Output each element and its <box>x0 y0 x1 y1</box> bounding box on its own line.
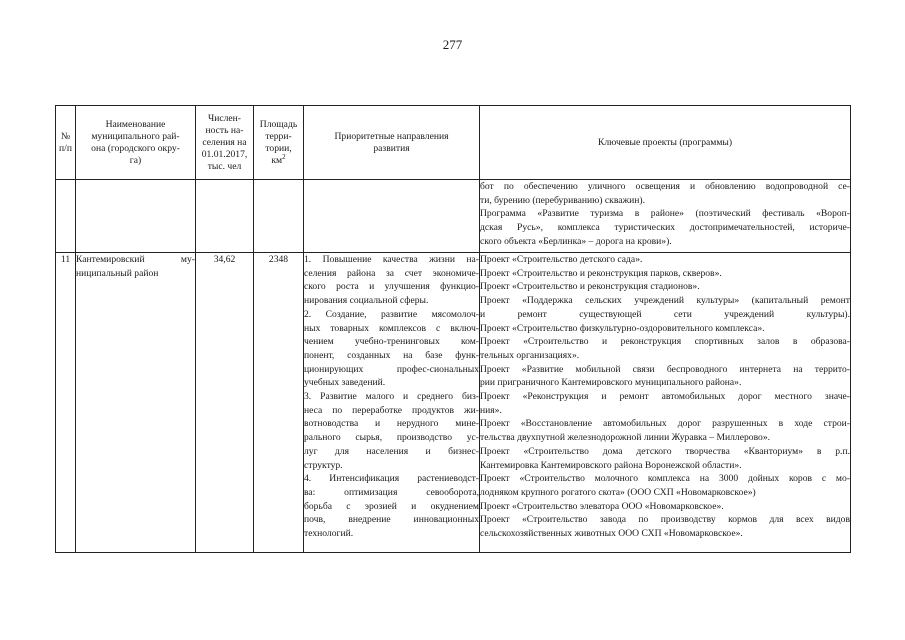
priorities-line: структур. <box>304 459 343 471</box>
header-population-line: селения на <box>202 136 247 148</box>
projects-line: ти, бурению (перебуриванию) скважин). <box>480 194 645 206</box>
header-population-line: тыс. чел <box>207 160 242 172</box>
header-priorities-line: развития <box>373 142 410 154</box>
projects-line: Проект «Строительство элеватора ООО «Новомарковское». <box>480 500 724 512</box>
priorities-line: неса по переработке продуктов жи- <box>304 404 479 416</box>
priorities-line: селения района за счет экономиче- <box>304 267 479 279</box>
header-area-line: Площадь <box>259 118 298 130</box>
municipality-name-line: Кантемировский му- <box>76 254 195 265</box>
table-row-continued <box>56 180 851 253</box>
projects-line: Программа «Развитие туризма в районе» (поэтический фестиваль «Вороп- <box>480 208 850 220</box>
header-name <box>76 106 196 180</box>
projects-line: Проект «Восстановление автомобильных дорог разрушенных в ходе строи- <box>480 418 850 430</box>
cell-empty <box>196 180 254 253</box>
projects-line: Проект «Строительство и реконструкция парков, скверов». <box>480 267 722 279</box>
header-population <box>196 106 254 180</box>
header-priorities-line: Приоритетные направления <box>334 130 449 142</box>
header-population-line: 01.01.2017, <box>201 148 248 160</box>
projects-line: тельства двухпутной железнодорожной линии Журавка – Миллерово». <box>480 432 771 444</box>
header-projects: Ключевые проекты (программы) <box>480 106 851 180</box>
projects-line: Проект «Строительство физкультурно-оздоровительного комплекса». <box>480 322 765 334</box>
priorities-line: ва: оптимизация севооборота, <box>304 486 479 498</box>
municipality-name-line: ниципальный район <box>76 267 159 279</box>
header-population-line: Числен- <box>207 112 241 124</box>
header-name-line: она (городского окру- <box>91 142 180 154</box>
header-area <box>254 106 304 180</box>
header-population-line: ность на- <box>205 124 244 136</box>
cell-projects <box>480 253 851 553</box>
header-area-line: тории, <box>265 142 292 154</box>
projects-line: лодняком крупного рогатого скота» (ООО СХП «Новомарковское») <box>480 486 756 498</box>
priorities-line: чением учебно-тренинговых ком- <box>304 336 479 348</box>
cell-empty <box>304 180 480 253</box>
projects-line: ния». <box>480 404 502 416</box>
projects-line: Проект «Строительство завода по производству кормов для всех видов <box>480 514 850 526</box>
projects-line: Проект «Строительство детского сада». <box>480 254 643 265</box>
priorities-line: 4. Интенсификация растениеводст- <box>304 473 479 485</box>
projects-line: бот по обеспечению уличного освещения и обновлению водопроводной се- <box>480 181 850 192</box>
header-area-line: терри- <box>265 130 292 142</box>
priorities-line: луг для населения и бизнес- <box>304 445 479 457</box>
projects-line: ского объекта «Берлинка» – дорога на крови»). <box>480 235 672 247</box>
header-num: № п/п <box>56 106 76 180</box>
table-header-row <box>56 106 851 180</box>
priorities-line: ского роста и улучшения функцио- <box>304 281 479 293</box>
projects-line: Проект «Строительство молочного комплекса на 3000 дойных коров с мо- <box>480 473 850 485</box>
cell-empty <box>254 180 304 253</box>
projects-line: Проект «Развитие мобильной связи беспроводного интернета на террито- <box>480 363 850 375</box>
projects-line: Проект «Реконструкция и ремонт автомобильных дорог местного значе- <box>480 391 850 403</box>
priorities-line: ных товарных комплексов с включ- <box>304 322 479 334</box>
cell-empty <box>56 180 76 253</box>
projects-line: тельных организациях». <box>480 349 580 361</box>
cell-population: 34,62 <box>196 253 254 553</box>
priorities-line: борьба с эрозией и окуднением <box>304 500 479 512</box>
priorities-line: ционирующих профес-сиональных <box>304 363 479 375</box>
header-name-line: Наименование <box>105 118 166 130</box>
cell-municipality-name <box>76 253 196 553</box>
cell-area: 2348 <box>254 253 304 553</box>
regional-projects-table <box>55 105 851 553</box>
header-name-line: га) <box>129 154 142 166</box>
table-row-11 <box>56 253 851 553</box>
projects-line: дская Русь», комплекса туристических достопримечательностей, историче- <box>480 222 850 234</box>
priorities-line: 3. Развитие малого и среднего биз- <box>304 391 479 403</box>
header-area-line: $км^2$ <box>271 152 286 166</box>
cell-empty <box>76 180 196 253</box>
projects-line: рии приграничного Кантемировского муниципального района». <box>480 377 742 389</box>
priorities-line: 2. Создание, развитие мясомолоч- <box>304 308 479 320</box>
header-name-line: муниципального рай- <box>91 130 180 142</box>
projects-line: сельскохозяйственных животных ООО СХП «Новомарковское». <box>480 528 743 540</box>
priorities-line: технологий. <box>304 528 354 540</box>
projects-line: Проект «Строительство дома детского творчества «Кванториум» в р.п. <box>480 445 850 457</box>
projects-line: Проект «Строительство и реконструкция стадионов». <box>480 281 700 293</box>
priorities-line: вотноводства и нерудного мине- <box>304 418 479 430</box>
priorities-line: почв, внедрение инновационных <box>304 514 479 526</box>
header-priorities <box>304 106 480 180</box>
priorities-line: понент, созданных на базе функ- <box>304 349 479 361</box>
cell-projects-continued <box>480 180 851 253</box>
projects-line: Проект «Строительство и реконструкция спортивных залов в образова- <box>480 336 850 348</box>
cell-row-number: 11 <box>56 253 76 553</box>
cell-priorities <box>304 253 480 553</box>
priorities-line: рального сырья, производство ус- <box>304 432 479 444</box>
priorities-line: нирования социальной сферы. <box>304 295 429 307</box>
projects-line: и ремонт существующей сети учреждений культуры). <box>480 308 850 320</box>
page-number: 277 <box>442 37 463 52</box>
projects-line: Проект «Поддержка сельских учреждений культуры» (капитальный ремонт <box>480 295 850 307</box>
projects-line: Кантемировка Кантемировского района Воронежской области». <box>480 459 742 471</box>
priorities-line: 1. Повышение качества жизни на- <box>304 254 479 265</box>
priorities-line: учебных заведений. <box>304 377 386 389</box>
header-area-superscript: 2 <box>282 152 286 161</box>
